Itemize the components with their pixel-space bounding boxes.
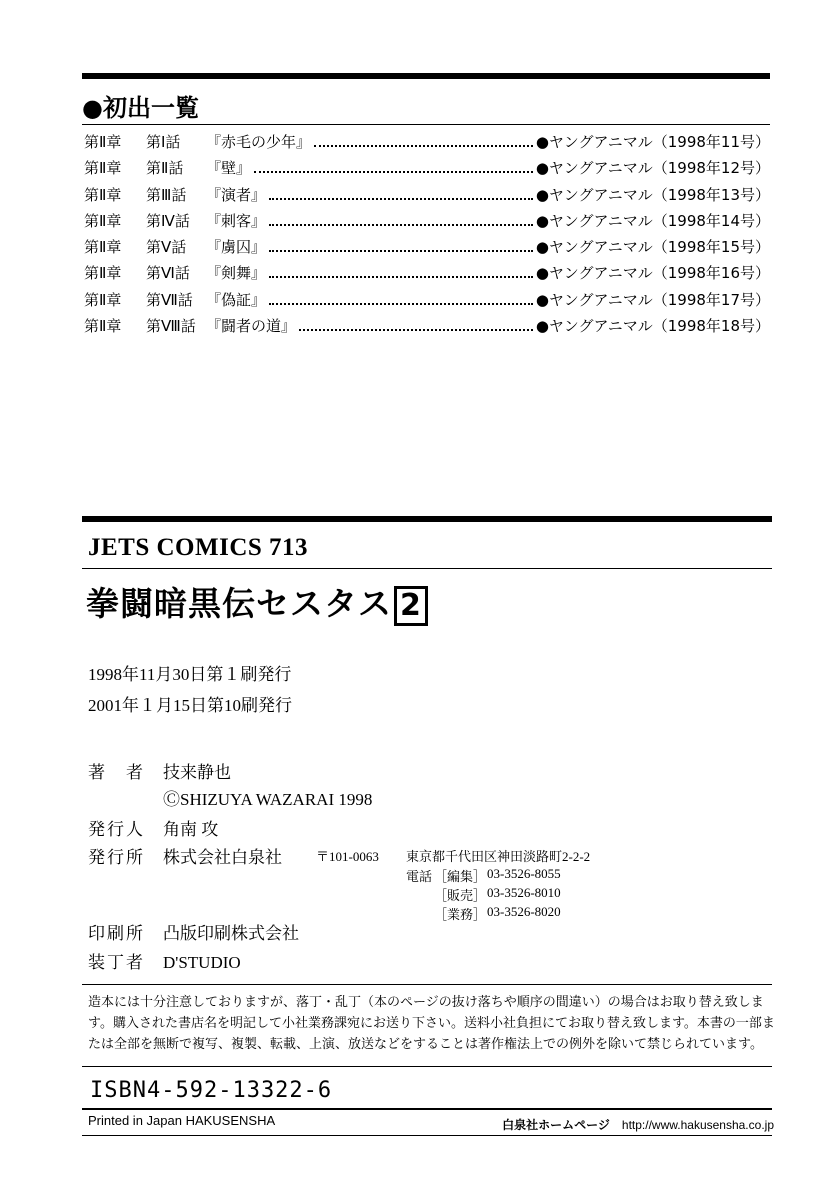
phone-dept: ［編集］ bbox=[434, 869, 487, 884]
list-item bbox=[84, 236, 770, 262]
chapter-label: 第Ⅱ章 bbox=[84, 185, 122, 204]
designer-name: D'STUDIO bbox=[163, 953, 241, 972]
author-name: 技来静也 bbox=[163, 763, 231, 782]
author-label: 著 者 bbox=[88, 763, 145, 782]
notice-bottom-rule bbox=[82, 1066, 772, 1067]
episode-title: 『剣舞』 bbox=[206, 264, 267, 283]
source-magazine: ●ヤングアニマル（1998年16号） bbox=[535, 264, 770, 283]
phone-number: 03-3526-8055 bbox=[487, 866, 561, 881]
issuer-name: 角南 攻 bbox=[163, 820, 219, 839]
first-appearance-list bbox=[84, 131, 770, 341]
episode-title: 『赤毛の少年』 bbox=[206, 133, 312, 151]
series-label: JETS COMICS 713 bbox=[88, 534, 309, 561]
source-magazine: ●ヤングアニマル（1998年11号） bbox=[535, 133, 770, 151]
episode-title: 『演者』 bbox=[206, 185, 267, 204]
postal-code: 〒101-0063 bbox=[316, 849, 379, 864]
episode-label: 第Ⅷ話 bbox=[146, 317, 196, 336]
episode-label: 第Ⅴ話 bbox=[146, 238, 187, 257]
tenth-print-date: 2001年１月15日第10刷発行 bbox=[88, 696, 292, 715]
source-magazine: ●ヤングアニマル（1998年13号） bbox=[535, 185, 770, 204]
printer-line bbox=[88, 919, 299, 944]
chapter-label: 第Ⅱ章 bbox=[84, 290, 122, 309]
homepage-line bbox=[502, 1116, 774, 1133]
episode-label: 第Ⅵ話 bbox=[146, 264, 190, 283]
publisher-name: 株式会社白泉社 bbox=[163, 848, 282, 867]
printer-name: 凸版印刷株式会社 bbox=[163, 924, 299, 943]
disclaimer-text: 造本には十分注意しておりますが、落丁・乱丁（本のページの抜け落ちや順序の間違い）の場合はお取り替え致します。購入された書店名を明記して小社業務課宛にお送り下さい。送料小社負担にてお取り替え致します。本書の一部または全部を無断で複写、複製、転載、上演、放送などをすることは著作権法上での例外を除いて禁じられています。 bbox=[88, 995, 775, 1052]
designer-line bbox=[88, 948, 241, 973]
episode-title: 『闘者の道』 bbox=[206, 317, 297, 336]
dot-leader bbox=[269, 223, 533, 226]
isbn-code: ISBN4-592-13322-6 bbox=[90, 1078, 333, 1103]
episode-label: 第Ⅳ話 bbox=[146, 211, 190, 230]
phone-number: 03-3526-8020 bbox=[487, 904, 561, 919]
issuer-line bbox=[88, 815, 218, 840]
chapter-label: 第Ⅱ章 bbox=[84, 317, 122, 336]
chapter-label: 第Ⅱ章 bbox=[84, 159, 122, 178]
phone-dept: ［販売］ bbox=[434, 888, 487, 903]
episode-title: 『刺客』 bbox=[206, 211, 267, 230]
dot-leader bbox=[269, 197, 533, 200]
episode-title: 『虜囚』 bbox=[206, 238, 267, 257]
book-title bbox=[86, 578, 428, 626]
source-magazine: ●ヤングアニマル（1998年17号） bbox=[535, 290, 770, 309]
issuer-label: 発行人 bbox=[88, 820, 145, 839]
homepage-label: 白泉社ホームページ bbox=[502, 1118, 610, 1132]
publisher-address: 東京都千代田区神田淡路町2-2-2 bbox=[406, 849, 591, 864]
source-magazine: ●ヤングアニマル（1998年18号） bbox=[535, 317, 770, 336]
chapter-label: 第Ⅱ章 bbox=[84, 133, 122, 151]
source-magazine: ●ヤングアニマル（1998年12号） bbox=[535, 159, 770, 178]
heading-underline bbox=[82, 124, 770, 125]
list-item bbox=[84, 131, 770, 157]
colophon-top-rule bbox=[82, 516, 772, 522]
author-line bbox=[88, 758, 231, 783]
source-magazine: ●ヤングアニマル（1998年14号） bbox=[535, 211, 770, 230]
first-print-date: 1998年11月30日第１刷発行 bbox=[88, 665, 292, 684]
first-appearance-heading: ●初出一覧 bbox=[82, 94, 199, 122]
printed-in-japan: Printed in Japan HAKUSENSHA bbox=[88, 1113, 276, 1128]
bottom-rule bbox=[82, 1135, 772, 1136]
designer-label: 装丁者 bbox=[88, 953, 145, 972]
dot-leader bbox=[254, 170, 533, 173]
homepage-url[interactable]: http://www.hakusensha.co.jp bbox=[621, 1118, 774, 1132]
publisher-label: 発行所 bbox=[88, 848, 145, 867]
dot-leader bbox=[269, 302, 533, 305]
episode-title: 『壁』 bbox=[206, 159, 252, 178]
phone-number: 03-3526-8010 bbox=[487, 885, 561, 900]
list-item bbox=[84, 157, 770, 183]
top-rule bbox=[82, 73, 770, 79]
dot-leader bbox=[269, 275, 533, 278]
chapter-label: 第Ⅱ章 bbox=[84, 238, 122, 257]
series-underline bbox=[82, 568, 772, 569]
chapter-label: 第Ⅱ章 bbox=[84, 264, 122, 283]
volume-number: 2 bbox=[394, 586, 428, 626]
episode-label: 第Ⅲ話 bbox=[146, 185, 187, 204]
list-item bbox=[84, 262, 770, 288]
dot-leader bbox=[299, 328, 533, 331]
list-item bbox=[84, 315, 770, 341]
source-magazine: ●ヤングアニマル（1998年15号） bbox=[535, 238, 770, 257]
printer-label: 印刷所 bbox=[88, 924, 145, 943]
episode-title: 『偽証』 bbox=[206, 290, 267, 309]
episode-label: 第Ⅶ話 bbox=[146, 290, 193, 309]
episode-label: 第Ⅰ話 bbox=[146, 133, 181, 151]
episode-label: 第Ⅱ話 bbox=[146, 159, 184, 178]
notice-top-rule bbox=[82, 984, 772, 985]
chapter-label: 第Ⅱ章 bbox=[84, 211, 122, 230]
phone-dept: ［業務］ bbox=[434, 907, 487, 922]
book-title-text: 拳闘暗黒伝セスタス bbox=[86, 584, 392, 623]
copyright-line: ⒸSHIZUYA WAZARAI 1998 bbox=[163, 790, 373, 809]
publisher-line bbox=[88, 843, 282, 868]
list-item bbox=[84, 289, 770, 315]
list-item bbox=[84, 210, 770, 236]
phone-label: 電話 bbox=[406, 869, 433, 884]
isbn-underline bbox=[82, 1108, 772, 1110]
list-item bbox=[84, 184, 770, 210]
dot-leader bbox=[314, 144, 533, 147]
dot-leader bbox=[269, 249, 533, 252]
